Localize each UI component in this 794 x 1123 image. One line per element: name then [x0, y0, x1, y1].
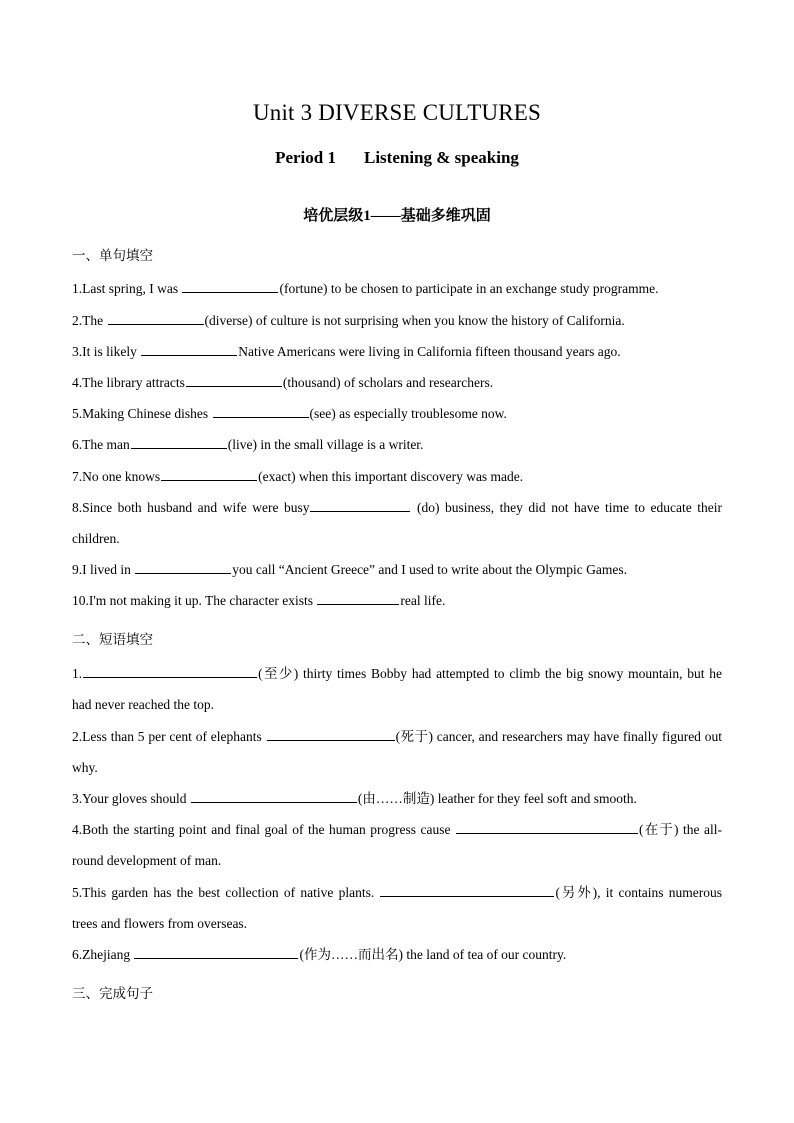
answer-blank[interactable]	[310, 498, 410, 512]
answer-blank[interactable]	[186, 373, 282, 387]
answer-blank[interactable]	[191, 789, 357, 803]
exercise-item: 6.The man (live) in the small village is a writer.	[72, 437, 424, 452]
exercise-item: 8.Since both husband and wife were busy (do) business, they did not have time to educate their children.	[72, 500, 722, 546]
answer-blank[interactable]	[267, 727, 395, 741]
level-heading: 培优层级1——基础多维巩固	[303, 208, 491, 224]
exercise-item: 3.Your gloves should (由……制造) leather for they feel soft and smooth.	[72, 791, 637, 806]
section-heading-1: 一、单句填空	[72, 248, 153, 263]
exercise-item: 2.Less than 5 per cent of elephants (死于) cancer, and researchers may have finally figured out why.	[72, 729, 723, 775]
unit-title: Unit 3 DIVERSE CULTURES	[252, 100, 542, 125]
exercise-item: 10.I'm not making it up. The character exists real life.	[72, 593, 446, 608]
period-subtitle	[0, 148, 794, 168]
answer-blank[interactable]	[134, 945, 298, 959]
section-heading-3: 三、完成句子	[72, 986, 153, 1001]
answer-blank[interactable]	[317, 591, 399, 605]
exercise-item: 1. (至少) thirty times Bobby had attempted to climb the big snowy mountain, but he had never reached the top.	[72, 666, 722, 712]
exercise-item: 3.It is likely Native Americans were living in California fifteen thousand years ago.	[72, 344, 621, 359]
exercise-item: 6.Zhejiang (作为……而出名) the land of tea of our country.	[72, 947, 567, 962]
exercise-item: 2.The (diverse) of culture is not surprising when you know the history of California.	[72, 313, 625, 328]
exercise-item: 4.The library attracts (thousand) of scholars and researchers.	[72, 375, 494, 390]
exercise-item: 9.I lived in you call “Ancient Greece” and I used to write about the Olympic Games.	[72, 562, 627, 577]
answer-blank[interactable]	[456, 820, 638, 834]
answer-blank[interactable]	[380, 883, 554, 897]
exercise-item: 7.No one knows (exact) when this important discovery was made.	[72, 469, 524, 484]
answer-blank[interactable]	[131, 435, 227, 449]
exercise-item: 5.This garden has the best collection of native plants. (另外), it contains numerous trees and flowers from overseas.	[72, 885, 722, 931]
answer-blank[interactable]	[213, 404, 309, 418]
answer-blank[interactable]	[161, 467, 257, 481]
exercise-item: 1.Last spring, I was (fortune) to be chosen to participate in an exchange study programme.	[72, 281, 659, 296]
lesson-label: Listening & speaking	[363, 148, 519, 167]
exercise-item: 5.Making Chinese dishes (see) as especially troublesome now.	[72, 406, 507, 421]
answer-blank[interactable]	[135, 560, 231, 574]
answer-blank[interactable]	[108, 311, 204, 325]
answer-blank[interactable]	[141, 342, 237, 356]
answer-blank[interactable]	[83, 664, 257, 678]
period-label: Period 1	[275, 148, 336, 167]
section-heading-2: 二、短语填空	[72, 632, 153, 647]
answer-blank[interactable]	[182, 279, 278, 293]
exercise-item: 4.Both the starting point and final goal of the human progress cause (在于) the all-round development of man.	[72, 822, 722, 868]
